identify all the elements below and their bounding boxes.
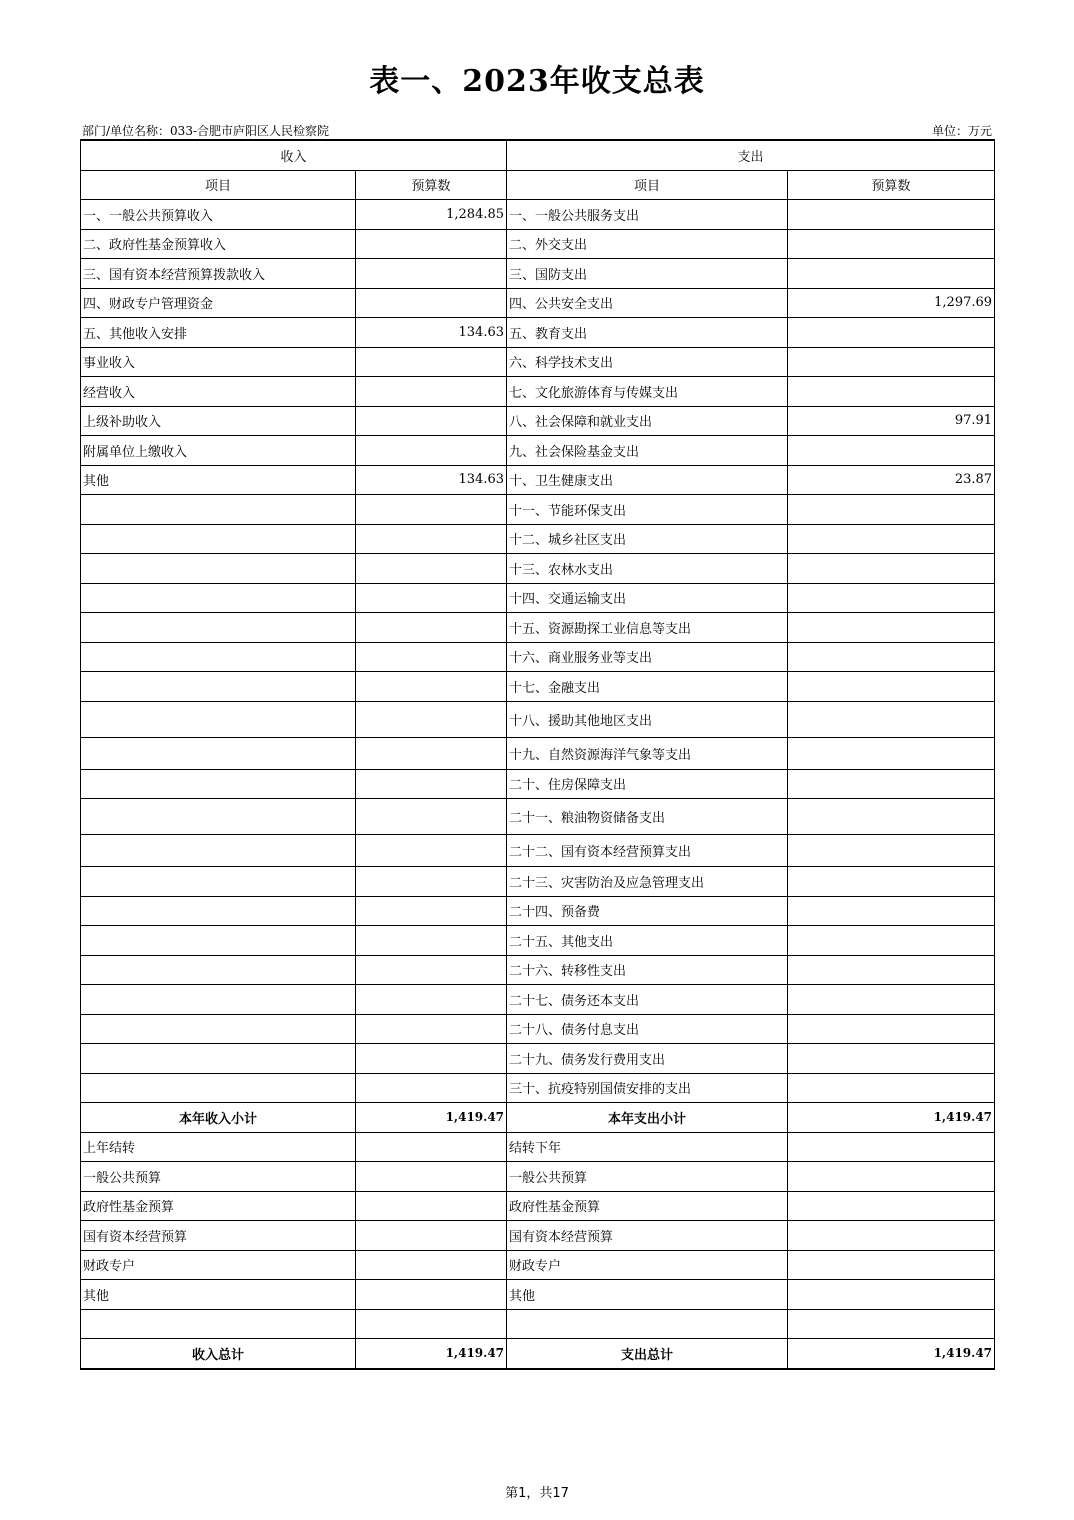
income-item-cell	[81, 799, 356, 835]
expense-value-cell: 23.87	[788, 465, 995, 495]
table-row	[81, 495, 995, 525]
expense-value-cell	[788, 985, 995, 1015]
expense-item-cell: 本年支出小计	[507, 1103, 788, 1133]
income-item-cell	[81, 554, 356, 584]
expense-item-header: 项目	[507, 170, 788, 200]
table-row	[81, 1073, 995, 1103]
expense-value-cell	[788, 347, 995, 377]
expense-value-cell	[788, 955, 995, 985]
income-budget-header: 预算数	[356, 170, 507, 200]
expense-value-cell	[788, 1250, 995, 1280]
expense-value-cell	[788, 867, 995, 897]
table-row	[81, 1014, 995, 1044]
income-item-cell: 经营收入	[81, 377, 356, 407]
table-row	[81, 926, 995, 956]
income-value-cell	[356, 835, 507, 867]
expense-item-cell: 二十二、国有资本经营预算支出	[507, 835, 788, 867]
expense-value-cell	[788, 583, 995, 613]
income-value-cell	[356, 955, 507, 985]
income-header: 收入	[81, 140, 507, 170]
income-item-cell	[81, 896, 356, 926]
expense-item-cell: 十、卫生健康支出	[507, 465, 788, 495]
income-value-cell: 1,284.85	[356, 200, 507, 230]
expense-value-cell	[788, 436, 995, 466]
expense-value-cell	[788, 259, 995, 289]
expense-item-cell: 其他	[507, 1280, 788, 1310]
income-item-cell: 上级补助收入	[81, 406, 356, 436]
table-row	[81, 985, 995, 1015]
income-item-cell	[81, 955, 356, 985]
expense-item-cell: 二十八、债务付息支出	[507, 1014, 788, 1044]
income-value-cell	[356, 1162, 507, 1192]
income-value-cell	[356, 672, 507, 702]
income-value-cell: 134.63	[356, 318, 507, 348]
expense-value-cell	[788, 799, 995, 835]
expense-item-cell: 二十一、粮油物资储备支出	[507, 799, 788, 835]
table-row	[81, 229, 995, 259]
expense-value-cell: 1,297.69	[788, 288, 995, 318]
expense-item-cell: 三、国防支出	[507, 259, 788, 289]
income-item-cell	[81, 867, 356, 897]
expense-item-cell: 十七、金融支出	[507, 672, 788, 702]
income-item-cell	[81, 524, 356, 554]
page-title: 表一、2023年收支总表	[369, 64, 705, 99]
income-item-cell: 四、财政专户管理资金	[81, 288, 356, 318]
income-item-cell: 国有资本经营预算	[81, 1221, 356, 1251]
income-item-header: 项目	[81, 170, 356, 200]
expense-value-cell	[788, 524, 995, 554]
expense-item-cell: 九、社会保险基金支出	[507, 436, 788, 466]
expense-item-cell: 国有资本经营预算	[507, 1221, 788, 1251]
expense-value-cell	[788, 318, 995, 348]
expense-value-cell	[788, 554, 995, 584]
budget-table	[80, 139, 995, 1370]
table-row	[81, 955, 995, 985]
income-item-cell	[81, 583, 356, 613]
table-row	[81, 1044, 995, 1074]
page-footer: 第1，共17	[505, 1486, 569, 1501]
carry-row	[81, 1132, 995, 1162]
expense-item-cell: 三十、抗疫特别国债安排的支出	[507, 1073, 788, 1103]
table-row	[81, 318, 995, 348]
expense-item-cell: 一、一般公共服务支出	[507, 200, 788, 230]
table-row	[81, 642, 995, 672]
table-row	[81, 672, 995, 702]
expense-value-cell	[788, 377, 995, 407]
table-row	[81, 867, 995, 897]
table-row	[81, 613, 995, 643]
table-row	[81, 465, 995, 495]
income-value-cell: 1,419.47	[356, 1103, 507, 1133]
expense-value-cell	[788, 495, 995, 525]
expense-value-cell	[788, 613, 995, 643]
expense-value-cell	[788, 1221, 995, 1251]
table-row	[81, 554, 995, 584]
income-item-cell	[81, 642, 356, 672]
expense-item-cell: 十八、援助其他地区支出	[507, 701, 788, 737]
income-item-cell: 附属单位上缴收入	[81, 436, 356, 466]
table-row	[81, 524, 995, 554]
table-row	[81, 769, 995, 799]
expense-item-cell: 十四、交通运输支出	[507, 583, 788, 613]
income-item-cell	[81, 985, 356, 1015]
expense-value-cell	[788, 701, 995, 737]
expense-item-cell: 七、文化旅游体育与传媒支出	[507, 377, 788, 407]
department-label: 部门/单位名称：033-合肥市庐阳区人民检察院	[82, 124, 330, 138]
income-value-cell	[356, 769, 507, 799]
expense-item-cell: 政府性基金预算	[507, 1191, 788, 1221]
expense-value-cell	[788, 769, 995, 799]
expense-value-cell	[788, 229, 995, 259]
expense-value-cell	[788, 1162, 995, 1192]
expense-item-cell: 二、外交支出	[507, 229, 788, 259]
expense-item-cell: 二十六、转移性支出	[507, 955, 788, 985]
income-item-cell	[81, 613, 356, 643]
table-row	[81, 436, 995, 466]
expense-value-cell: 1,419.47	[788, 1339, 995, 1369]
expense-value-cell	[788, 1280, 995, 1310]
income-value-cell	[356, 229, 507, 259]
income-item-cell	[81, 672, 356, 702]
income-item-cell: 政府性基金预算	[81, 1191, 356, 1221]
table-row	[81, 737, 995, 769]
expense-item-cell: 二十四、预备费	[507, 896, 788, 926]
column-header-row	[81, 170, 995, 200]
income-value-cell	[356, 799, 507, 835]
income-value-cell	[356, 1132, 507, 1162]
income-value-cell	[356, 495, 507, 525]
income-value-cell	[356, 377, 507, 407]
income-item-cell: 本年收入小计	[81, 1103, 356, 1133]
expense-value-cell	[788, 642, 995, 672]
table-row	[81, 347, 995, 377]
expense-item-cell: 十一、节能环保支出	[507, 495, 788, 525]
expense-item-cell: 十九、自然资源海洋气象等支出	[507, 737, 788, 769]
expense-item-cell: 十三、农林水支出	[507, 554, 788, 584]
income-value-cell	[356, 347, 507, 377]
income-item-cell	[81, 701, 356, 737]
income-value-cell	[356, 1044, 507, 1074]
income-value-cell	[356, 1221, 507, 1251]
income-value-cell	[356, 926, 507, 956]
table-row	[81, 259, 995, 289]
income-value-cell	[356, 554, 507, 584]
expense-value-cell	[788, 1132, 995, 1162]
income-item-cell: 三、国有资本经营预算拨款收入	[81, 259, 356, 289]
income-value-cell	[356, 1280, 507, 1310]
income-value-cell	[356, 1250, 507, 1280]
income-value-cell: 134.63	[356, 465, 507, 495]
carry-row	[81, 1250, 995, 1280]
table-row	[81, 406, 995, 436]
income-item-cell	[81, 1073, 356, 1103]
income-item-cell: 其他	[81, 465, 356, 495]
expense-item-cell: 十二、城乡社区支出	[507, 524, 788, 554]
income-value-cell	[356, 259, 507, 289]
income-item-cell	[81, 1309, 356, 1339]
income-value-cell	[356, 1309, 507, 1339]
expense-item-cell: 六、科学技术支出	[507, 347, 788, 377]
subtotal-row	[81, 1103, 995, 1133]
expense-item-cell: 一般公共预算	[507, 1162, 788, 1192]
expense-value-cell	[788, 1073, 995, 1103]
expense-header: 支出	[507, 140, 995, 170]
income-item-cell: 五、其他收入安排	[81, 318, 356, 348]
income-value-cell	[356, 737, 507, 769]
expense-value-cell	[788, 896, 995, 926]
expense-item-cell: 二十三、灾害防治及应急管理支出	[507, 867, 788, 897]
income-value-cell	[356, 288, 507, 318]
expense-item-cell: 四、公共安全支出	[507, 288, 788, 318]
expense-item-cell: 财政专户	[507, 1250, 788, 1280]
expense-item-cell: 十六、商业服务业等支出	[507, 642, 788, 672]
income-item-cell: 二、政府性基金预算收入	[81, 229, 356, 259]
carry-row	[81, 1309, 995, 1339]
expense-item-cell: 五、教育支出	[507, 318, 788, 348]
expense-item-cell: 二十九、债务发行费用支出	[507, 1044, 788, 1074]
table-row	[81, 583, 995, 613]
expense-item-cell	[507, 1309, 788, 1339]
income-value-cell	[356, 583, 507, 613]
income-item-cell: 事业收入	[81, 347, 356, 377]
expense-item-cell: 十五、资源勘探工业信息等支出	[507, 613, 788, 643]
income-value-cell	[356, 701, 507, 737]
income-value-cell	[356, 867, 507, 897]
income-item-cell: 一、一般公共预算收入	[81, 200, 356, 230]
expense-value-cell	[788, 835, 995, 867]
expense-item-cell: 二十七、债务还本支出	[507, 985, 788, 1015]
table-row	[81, 799, 995, 835]
income-item-cell: 财政专户	[81, 1250, 356, 1280]
expense-value-cell	[788, 1044, 995, 1074]
expense-item-cell: 八、社会保障和就业支出	[507, 406, 788, 436]
expense-value-cell	[788, 672, 995, 702]
expense-budget-header: 预算数	[788, 170, 995, 200]
expense-value-cell	[788, 1309, 995, 1339]
income-value-cell	[356, 406, 507, 436]
income-item-cell	[81, 1044, 356, 1074]
income-value-cell: 1,419.47	[356, 1339, 507, 1369]
income-value-cell	[356, 436, 507, 466]
income-item-cell	[81, 926, 356, 956]
expense-item-cell: 结转下年	[507, 1132, 788, 1162]
income-value-cell	[356, 613, 507, 643]
income-value-cell	[356, 985, 507, 1015]
expense-value-cell	[788, 737, 995, 769]
table-row	[81, 701, 995, 737]
expense-value-cell	[788, 926, 995, 956]
table-row	[81, 288, 995, 318]
carry-row	[81, 1162, 995, 1192]
income-item-cell: 其他	[81, 1280, 356, 1310]
income-item-cell	[81, 495, 356, 525]
income-value-cell	[356, 896, 507, 926]
expense-value-cell: 1,419.47	[788, 1103, 995, 1133]
expense-value-cell	[788, 200, 995, 230]
expense-value-cell	[788, 1014, 995, 1044]
expense-value-cell	[788, 1191, 995, 1221]
carry-row	[81, 1191, 995, 1221]
total-row	[81, 1339, 995, 1369]
table-row	[81, 377, 995, 407]
table-row	[81, 835, 995, 867]
income-item-cell	[81, 835, 356, 867]
table-row	[81, 200, 995, 230]
income-item-cell	[81, 769, 356, 799]
income-item-cell	[81, 1014, 356, 1044]
expense-item-cell: 二十、住房保障支出	[507, 769, 788, 799]
income-item-cell	[81, 737, 356, 769]
expense-item-cell: 二十五、其他支出	[507, 926, 788, 956]
income-value-cell	[356, 1014, 507, 1044]
unit-label: 单位：万元	[931, 124, 992, 138]
income-value-cell	[356, 1191, 507, 1221]
section-header-row	[81, 140, 995, 170]
carry-row	[81, 1280, 995, 1310]
expense-value-cell: 97.91	[788, 406, 995, 436]
income-value-cell	[356, 1073, 507, 1103]
income-value-cell	[356, 524, 507, 554]
income-item-cell: 上年结转	[81, 1132, 356, 1162]
income-item-cell: 收入总计	[81, 1339, 356, 1369]
income-value-cell	[356, 642, 507, 672]
expense-item-cell: 支出总计	[507, 1339, 788, 1369]
carry-row	[81, 1221, 995, 1251]
table-row	[81, 896, 995, 926]
income-item-cell: 一般公共预算	[81, 1162, 356, 1192]
